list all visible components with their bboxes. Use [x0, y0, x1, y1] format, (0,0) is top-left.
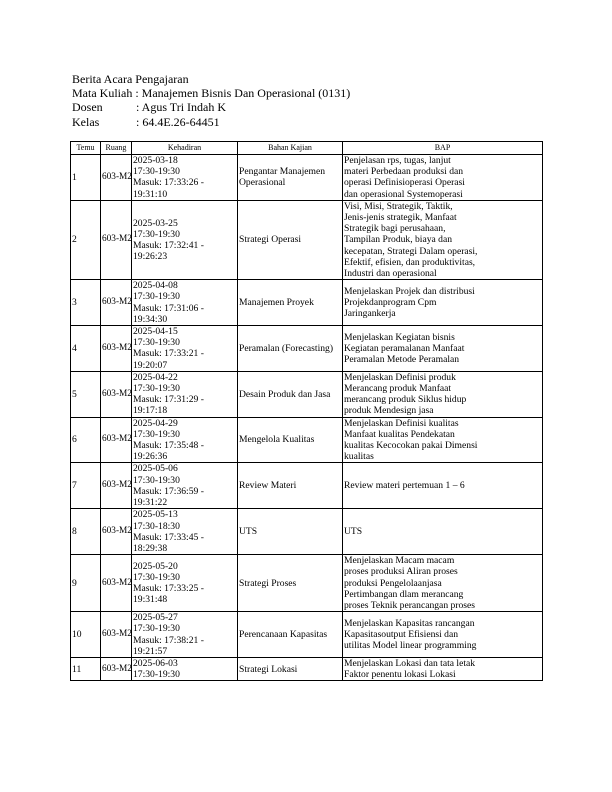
attendance-line: 2025-04-15: [133, 326, 178, 338]
room-cell: 603-M2: [101, 509, 132, 555]
room-cell: 603-M2: [101, 326, 132, 372]
attendance-line: 17:30-19:30: [133, 623, 180, 635]
table-row: [71, 155, 543, 201]
bap-line: kecepatan, Strategi Dalam operasi,: [344, 245, 478, 257]
meeting-number: 5: [71, 371, 101, 417]
bap-line: Menjelaskan Lokasi dan tata letak: [344, 657, 476, 669]
meeting-number: 4: [71, 326, 101, 372]
bap-line: Menjelaskan Projek dan distribusi: [344, 285, 475, 297]
attendance-line: 2025-03-18: [133, 155, 178, 166]
meeting-number: 8: [71, 509, 101, 555]
attendance-cell: [132, 155, 238, 201]
bap-line: Merancang produk Manfaat: [344, 383, 452, 395]
attendance-line: 19:21:57: [133, 645, 168, 657]
attendance-line: 2025-05-27: [133, 612, 178, 624]
attendance-line: 2025-03-25: [133, 217, 178, 229]
attendance-line: Masuk: 17:38:21 -: [133, 634, 204, 646]
bap-cell: [343, 417, 543, 463]
attendance-table: [70, 141, 543, 681]
attendance-cell: [132, 463, 238, 509]
bap-line: Faktor penentu lokasi Lokasi: [344, 669, 456, 681]
attendance-line: 17:30-19:30: [133, 291, 180, 303]
room-cell: 603-M2: [101, 657, 132, 680]
attendance-line: 17:30-19:30: [133, 337, 180, 349]
attendance-line: 2025-06-03: [133, 657, 178, 669]
col-header-bap: BAP: [343, 142, 543, 155]
study-material-cell: Strategi Operasi: [238, 200, 343, 279]
attendance-line: Masuk: 17:33:26 -: [133, 177, 204, 189]
study-material-cell: Desain Produk dan Jasa: [238, 371, 343, 417]
room-cell: 603-M2: [101, 155, 132, 201]
bap-line: operasi Definisioperasi Operasi: [344, 177, 465, 189]
bap-line: Pertimbangan dlam merancang: [344, 588, 464, 600]
lecturer-value: : Agus Tri Indah K: [136, 100, 227, 115]
bap-line: Visi, Misi, Strategik, Taktik,: [344, 200, 453, 212]
bap-cell: [343, 463, 543, 509]
study-material-cell: Pengantar Manajemen Operasional: [238, 155, 343, 201]
room-cell: 603-M2: [101, 555, 132, 612]
attendance-line: 17:30-19:30: [133, 228, 180, 240]
study-material-cell: UTS: [238, 509, 343, 555]
meeting-number: 11: [71, 657, 101, 680]
table-row: [71, 612, 543, 658]
attendance-line: 17:30-19:30: [133, 571, 180, 583]
bap-line: Industri dan operasional: [344, 268, 437, 280]
attendance-line: Masuk: 17:33:21 -: [133, 348, 204, 360]
attendance-line: Masuk: 17:31:06 -: [133, 302, 204, 314]
bap-line: utilitas Model linear programming: [344, 640, 477, 652]
study-material-cell: Review Materi: [238, 463, 343, 509]
class-label: Kelas: [72, 114, 100, 129]
col-header-bahan-kajian: Bahan Kajian: [238, 142, 343, 155]
attendance-cell: [132, 417, 238, 463]
attendance-line: 2025-04-08: [133, 280, 178, 292]
attendance-line: Masuk: 17:31:29 -: [133, 394, 204, 406]
table-row: [71, 463, 543, 509]
attendance-line: 2025-04-22: [133, 371, 178, 383]
attendance-cell: [132, 657, 238, 680]
bap-line: Penjelasan rps, tugas, lanjut: [344, 155, 451, 166]
attendance-line: 17:30-19:30: [133, 474, 180, 486]
bap-cell: [343, 555, 543, 612]
bap-line: Tampilan Produk, biaya dan: [344, 234, 453, 246]
attendance-line: 19:26:36: [133, 451, 168, 463]
bap-cell: [343, 280, 543, 326]
attendance-cell: [132, 200, 238, 279]
bap-cell: [343, 612, 543, 658]
study-material-cell: Manajemen Proyek: [238, 280, 343, 326]
study-material-cell: Strategi Lokasi: [238, 657, 343, 680]
attendance-line: 17:30-18:30: [133, 520, 180, 532]
room-cell: 603-M2: [101, 371, 132, 417]
attendance-line: 19:31:48: [133, 594, 168, 606]
bap-line: Kapasitasoutput Efisiensi dan: [344, 628, 459, 640]
table-row: [71, 280, 543, 326]
doc-title: Berita Acara Pengajaran: [72, 72, 189, 86]
bap-line: UTS: [344, 526, 363, 538]
study-material-cell: Mengelola Kualitas: [238, 417, 343, 463]
table-row: [71, 417, 543, 463]
attendance-line: 2025-05-20: [133, 560, 178, 572]
attendance-line: 2025-04-29: [133, 417, 178, 429]
meeting-number: 2: [71, 200, 101, 279]
bap-line: merancang produk Siklus hidup: [344, 394, 467, 406]
attendance-line: 19:20:07: [133, 359, 168, 371]
meeting-number: 1: [71, 155, 101, 201]
meeting-number: 9: [71, 555, 101, 612]
bap-line: produk Mendesign jasa: [344, 405, 434, 417]
attendance-cell: [132, 612, 238, 658]
lecturer-label: Dosen: [72, 100, 103, 115]
bap-cell: [343, 326, 543, 372]
bap-cell: [343, 200, 543, 279]
attendance-line: 19:31:22: [133, 497, 168, 509]
class-value: : 64.4E.26-64451: [136, 114, 220, 129]
meeting-number: 10: [71, 612, 101, 658]
bap-line: Kegiatan peramalanan Manfaat: [344, 342, 465, 354]
bap-line: proses Teknik perancangan proses: [344, 599, 476, 611]
attendance-line: 17:30-19:30: [133, 383, 180, 395]
bap-cell: [343, 657, 543, 680]
course-line: Mata Kuliah : Manajemen Bisnis Dan Operasional (0131): [72, 86, 351, 101]
bap-line: produksi Pengelolaanjasa: [344, 577, 442, 589]
attendance-line: Masuk: 17:33:45 -: [133, 531, 204, 543]
attendance-cell: [132, 280, 238, 326]
bap-line: Menjelaskan Definisi produk: [344, 371, 456, 383]
attendance-line: 17:30-19:30: [133, 166, 180, 178]
bap-cell: [343, 155, 543, 201]
attendance-cell: [132, 509, 238, 555]
bap-line: dan operasional Systemoperasi: [344, 188, 463, 200]
attendance-line: Masuk: 17:35:48 -: [133, 440, 204, 452]
col-header-temu: Temu: [71, 142, 101, 155]
col-header-ruang: Ruang: [101, 142, 132, 155]
bap-line: Manfaat kualitas Pendekatan: [344, 428, 455, 440]
bap-line: kualitas Kecocokan pakai Dimensi: [344, 440, 478, 452]
bap-line: Menjelaskan Kegiatan bisnis: [344, 331, 455, 343]
study-material-cell: Perencanaan Kapasitas: [238, 612, 343, 658]
bap-line: Menjelaskan Kapasitas rancangan: [344, 617, 475, 629]
lecturer-line: [72, 100, 350, 114]
table-row: [71, 555, 543, 612]
attendance-line: 19:31:10: [133, 188, 168, 200]
room-cell: 603-M2: [101, 417, 132, 463]
col-header-kehadiran: Kehadiran: [132, 142, 238, 155]
meeting-number: 3: [71, 280, 101, 326]
meeting-number: 6: [71, 417, 101, 463]
attendance-line: 18:29:38: [133, 542, 168, 554]
study-material-cell: Peramalan (Forecasting): [238, 326, 343, 372]
attendance-line: 19:17:18: [133, 405, 168, 417]
bap-cell: [343, 509, 543, 555]
table-row: [71, 200, 543, 279]
attendance-line: Masuk: 17:32:41 -: [133, 240, 204, 252]
table-row: [71, 371, 543, 417]
bap-line: Peramalan Metode Peramalan: [344, 354, 460, 366]
bap-line: Menjelaskan Macam macam: [344, 555, 455, 567]
attendance-line: 2025-05-06: [133, 463, 178, 475]
room-cell: 603-M2: [101, 200, 132, 279]
bap-line: Jaringankerja: [344, 308, 396, 320]
attendance-cell: [132, 555, 238, 612]
attendance-line: Masuk: 17:33:25 -: [133, 583, 204, 595]
document-header: [72, 72, 350, 129]
bap-line: Review materi pertemuan 1 – 6: [344, 480, 465, 492]
attendance-line: 17:30-19:30: [133, 669, 180, 681]
table-row: [71, 326, 543, 372]
bap-line: Projekdanprogram Cpm: [344, 297, 437, 309]
bap-line: proses produksi Aliran proses: [344, 566, 458, 578]
room-cell: 603-M2: [101, 612, 132, 658]
attendance-cell: [132, 326, 238, 372]
bap-line: Menjelaskan Definisi kualitas: [344, 417, 459, 429]
attendance-line: 19:34:30: [133, 313, 168, 325]
attendance-cell: [132, 371, 238, 417]
bap-line: Efektif, efisien, dan produktivitas,: [344, 256, 476, 268]
room-cell: 603-M2: [101, 463, 132, 509]
meeting-number: 7: [71, 463, 101, 509]
bap-line: kualitas: [344, 451, 374, 463]
attendance-line: Masuk: 17:36:59 -: [133, 485, 204, 497]
room-cell: 603-M2: [101, 280, 132, 326]
table-row: [71, 509, 543, 555]
table-row: [71, 657, 543, 680]
attendance-line: 17:30-19:30: [133, 428, 180, 440]
study-material-cell: Strategi Proses: [238, 555, 343, 612]
bap-line: materi Perbedaan produksi dan: [344, 166, 464, 178]
attendance-line: 19:26:23: [133, 251, 168, 263]
class-line: [72, 115, 350, 129]
bap-cell: [343, 371, 543, 417]
bap-line: Strategik bagi perusahaan,: [344, 223, 446, 235]
bap-line: Jenis-jenis strategik, Manfaat: [344, 212, 457, 224]
table-header-row: [71, 142, 543, 155]
attendance-line: 2025-05-13: [133, 509, 178, 521]
